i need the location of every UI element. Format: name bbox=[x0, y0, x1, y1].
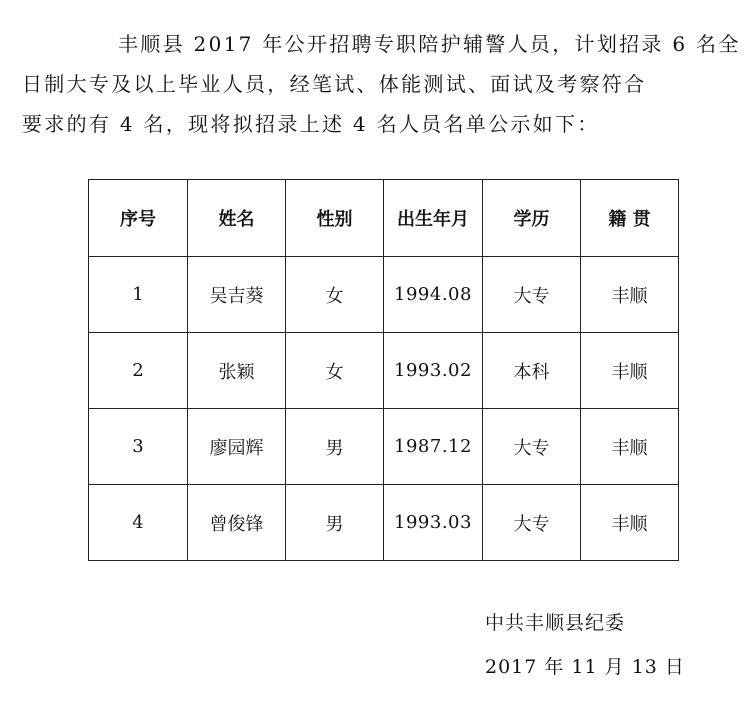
cell-birth: 1994.08 bbox=[384, 257, 483, 333]
cell-birth: 1987.12 bbox=[384, 409, 483, 485]
cell-name: 张颖 bbox=[188, 333, 286, 409]
header-index: 序号 bbox=[89, 180, 188, 257]
paragraph-line-2: 日制大专及以上毕业人员，经笔试、体能测试、面试及考察符合 bbox=[22, 72, 647, 96]
cell-name: 廖园辉 bbox=[188, 409, 286, 485]
header-education: 学历 bbox=[483, 180, 581, 257]
cell-birth: 1993.02 bbox=[384, 333, 483, 409]
table-header-row bbox=[89, 180, 679, 257]
cell-index: 3 bbox=[89, 409, 188, 485]
table-row bbox=[89, 485, 679, 561]
table-row bbox=[89, 333, 679, 409]
cell-index: 1 bbox=[89, 257, 188, 333]
paragraph-line-3: 要求的有 4 名，现将拟招录上述 4 名人员名单公示如下： bbox=[22, 112, 600, 136]
signing-organization: 中共丰顺县纪委 bbox=[485, 612, 626, 634]
cell-education: 大专 bbox=[483, 485, 581, 561]
header-hometown: 籍 贯 bbox=[581, 180, 679, 257]
header-birth: 出生年月 bbox=[384, 180, 483, 257]
cell-hometown: 丰顺 bbox=[581, 409, 679, 485]
header-gender: 性别 bbox=[286, 180, 384, 257]
cell-hometown: 丰顺 bbox=[581, 333, 679, 409]
cell-gender: 女 bbox=[286, 257, 384, 333]
cell-gender: 男 bbox=[286, 409, 384, 485]
cell-education: 大专 bbox=[483, 409, 581, 485]
cell-hometown: 丰顺 bbox=[581, 485, 679, 561]
paragraph-line-1: 丰顺县 2017 年公开招聘专职陪护辅警人员，计划招录 6 名全 bbox=[118, 32, 741, 56]
cell-index: 4 bbox=[89, 485, 188, 561]
cell-education: 大专 bbox=[483, 257, 581, 333]
signing-date: 2017 年 11 月 13 日 bbox=[485, 656, 685, 678]
cell-name: 曾俊锋 bbox=[188, 485, 286, 561]
cell-gender: 男 bbox=[286, 485, 384, 561]
header-name: 姓名 bbox=[188, 180, 286, 257]
cell-birth: 1993.03 bbox=[384, 485, 483, 561]
announcement-paragraph bbox=[22, 24, 741, 144]
table-row bbox=[89, 257, 679, 333]
candidate-table bbox=[88, 179, 679, 561]
cell-education: 本科 bbox=[483, 333, 581, 409]
cell-index: 2 bbox=[89, 333, 188, 409]
cell-name: 吴吉葵 bbox=[188, 257, 286, 333]
cell-hometown: 丰顺 bbox=[581, 257, 679, 333]
cell-gender: 女 bbox=[286, 333, 384, 409]
table-row bbox=[89, 409, 679, 485]
